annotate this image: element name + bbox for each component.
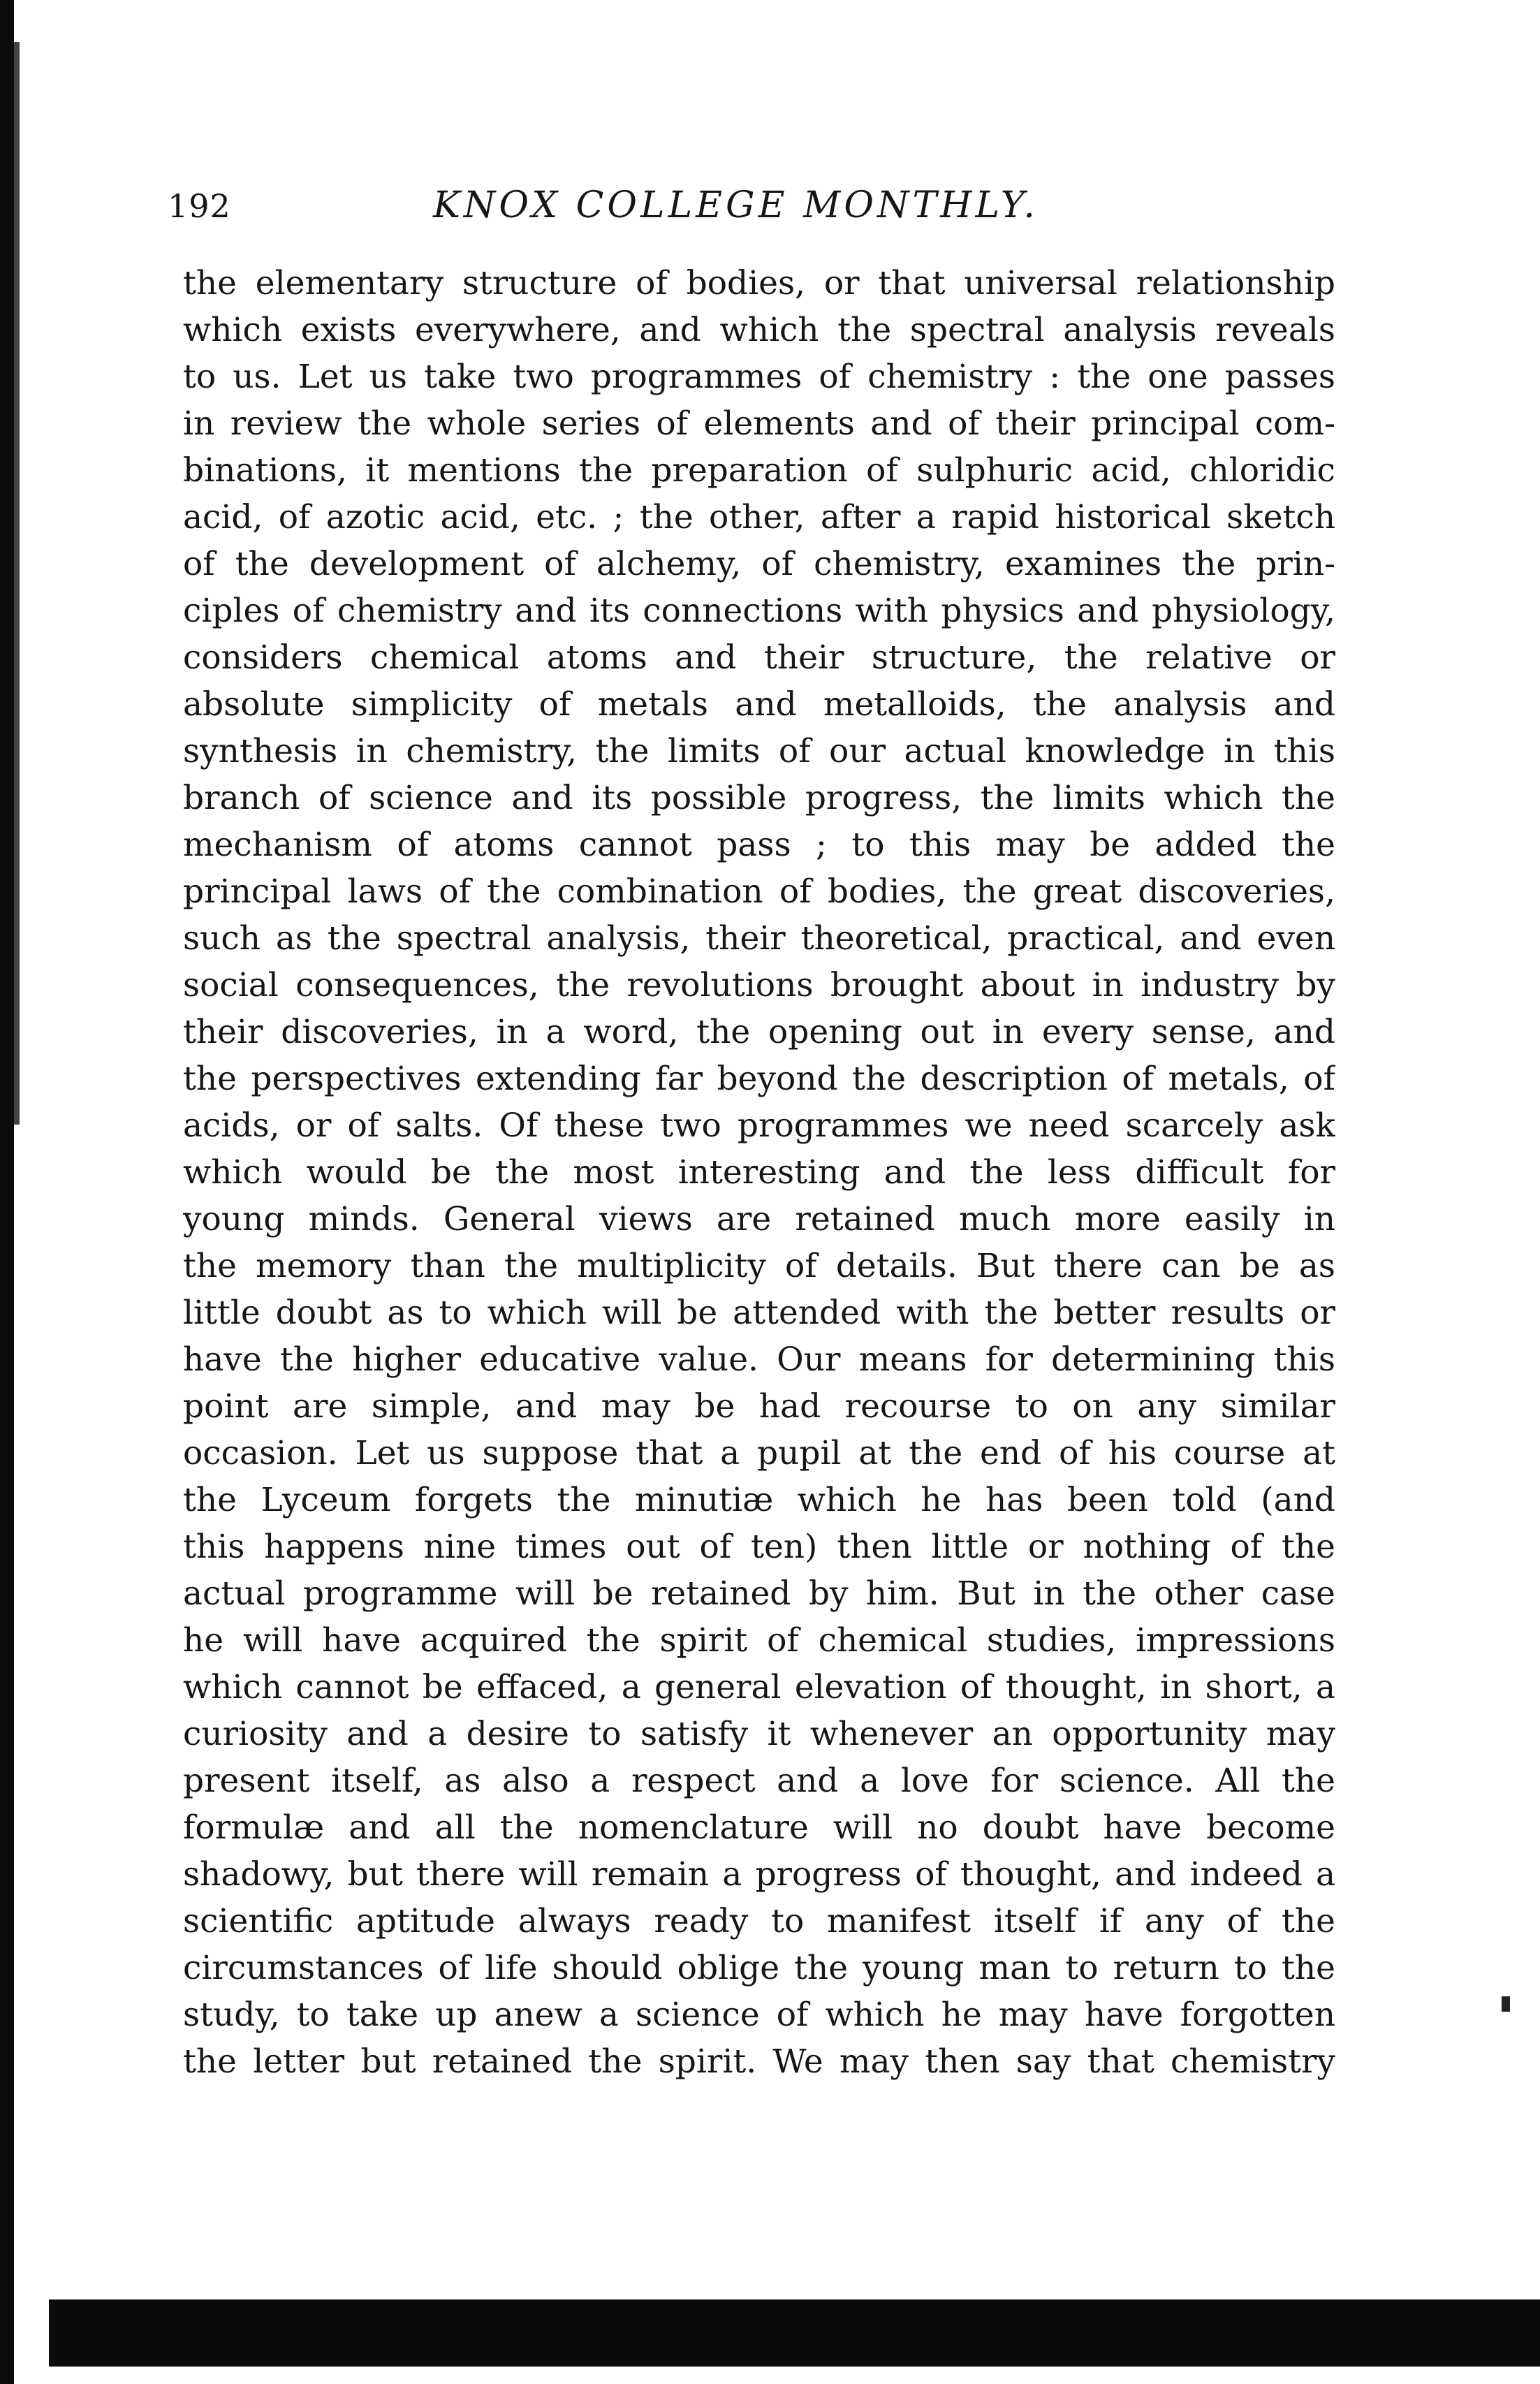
text-line: their discoveries, in a word, the opening out in every sense, and: [183, 1013, 1335, 1051]
text-line: principal laws of the combination of bodies, the great discoveries,: [183, 872, 1335, 911]
text-line: the letter but retained the spirit. We may then say that chemistry: [183, 2042, 1335, 2081]
text-line: the perspectives extending far beyond the description of metals, of: [183, 1060, 1335, 1098]
text-line: which cannot be effaced, a general elevation of thought, in short, a: [183, 1668, 1335, 1706]
text-line: absolute simplicity of metals and metalloids, the analysis and: [183, 685, 1335, 724]
text-line: little doubt as to which will be attended with the better results or: [183, 1294, 1335, 1332]
text-line: of the development of alchemy, of chemistry, examines the prin-: [183, 545, 1335, 583]
text-line: which would be the most interesting and the less difficult for: [183, 1153, 1335, 1192]
text-line: ciples of chemistry and its connections with physics and physiology,: [183, 592, 1335, 630]
text-line: occasion. Let us suppose that a pupil at the end of his course at: [183, 1434, 1335, 1472]
text-line: binations, it mentions the preparation of sulphuric acid, chloridic: [183, 451, 1335, 490]
text-line: synthesis in chemistry, the limits of our actual knowledge in this: [183, 732, 1335, 770]
scan-left-edge: [0, 0, 14, 2384]
text-line: young minds. General views are retained much more easily in: [183, 1200, 1335, 1238]
scan-artifact: [1502, 1996, 1510, 2012]
text-line: acids, or of salts. Of these two programmes we need scarcely ask: [183, 1106, 1335, 1145]
text-line: social consequences, the revolutions brought about in industry by: [183, 966, 1335, 1004]
text-line: present itself, as also a respect and a love for science. All the: [183, 1762, 1335, 1800]
text-line: acid, of azotic acid, etc. ; the other, after a rapid historical sketch: [183, 498, 1335, 536]
scan-left-shadow: [14, 42, 20, 1125]
page-number: 192: [168, 187, 231, 225]
scan-bottom-bar: [49, 2299, 1540, 2367]
text-line: which exists everywhere, and which the spectral analysis reveals: [183, 311, 1335, 349]
page-header: [168, 184, 1355, 243]
text-line: this happens nine times out of ten) then little or nothing of the: [183, 1528, 1335, 1566]
text-line: the elementary structure of bodies, or that universal relationship: [183, 264, 1335, 302]
text-line: in review the whole series of elements and of their principal com-: [183, 404, 1335, 443]
text-line: curiosity and a desire to satisfy it whenever an opportunity may: [183, 1715, 1335, 1753]
text-line: scientific aptitude always ready to manifest itself if any of the: [183, 1902, 1335, 1940]
text-line: such as the spectral analysis, their theoretical, practical, and even: [183, 919, 1335, 958]
text-line: point are simple, and may be had recourse to on any similar: [183, 1387, 1335, 1426]
text-line: considers chemical atoms and their structure, the relative or: [183, 638, 1335, 677]
text-line: circumstances of life should oblige the young man to return to the: [183, 1949, 1335, 1987]
running-head: KNOX COLLEGE MONTHLY.: [433, 184, 1039, 226]
text-line: branch of science and its possible progress, the limits which the: [183, 779, 1335, 817]
text-line: formulæ and all the nomenclature will no doubt have become: [183, 1808, 1335, 1847]
text-line: the memory than the multiplicity of details. But there can be as: [183, 1247, 1335, 1285]
text-line: have the higher educative value. Our means for determining this: [183, 1340, 1335, 1379]
text-line: he will have acquired the spirit of chemical studies, impressions: [183, 1621, 1335, 1660]
text-line: study, to take up anew a science of which he may have forgotten: [183, 1996, 1335, 2034]
text-line: shadowy, but there will remain a progress of thought, and indeed a: [183, 1855, 1335, 1894]
text-line: actual programme will be retained by him. But in the other case: [183, 1574, 1335, 1613]
body-text: [183, 260, 1335, 2085]
text-line: the Lyceum forgets the minutiæ which he has been told (and: [183, 1481, 1335, 1519]
text-line: mechanism of atoms cannot pass ; to this may be added the: [183, 826, 1335, 864]
text-line: to us. Let us take two programmes of chemistry : the one passes: [183, 358, 1335, 396]
